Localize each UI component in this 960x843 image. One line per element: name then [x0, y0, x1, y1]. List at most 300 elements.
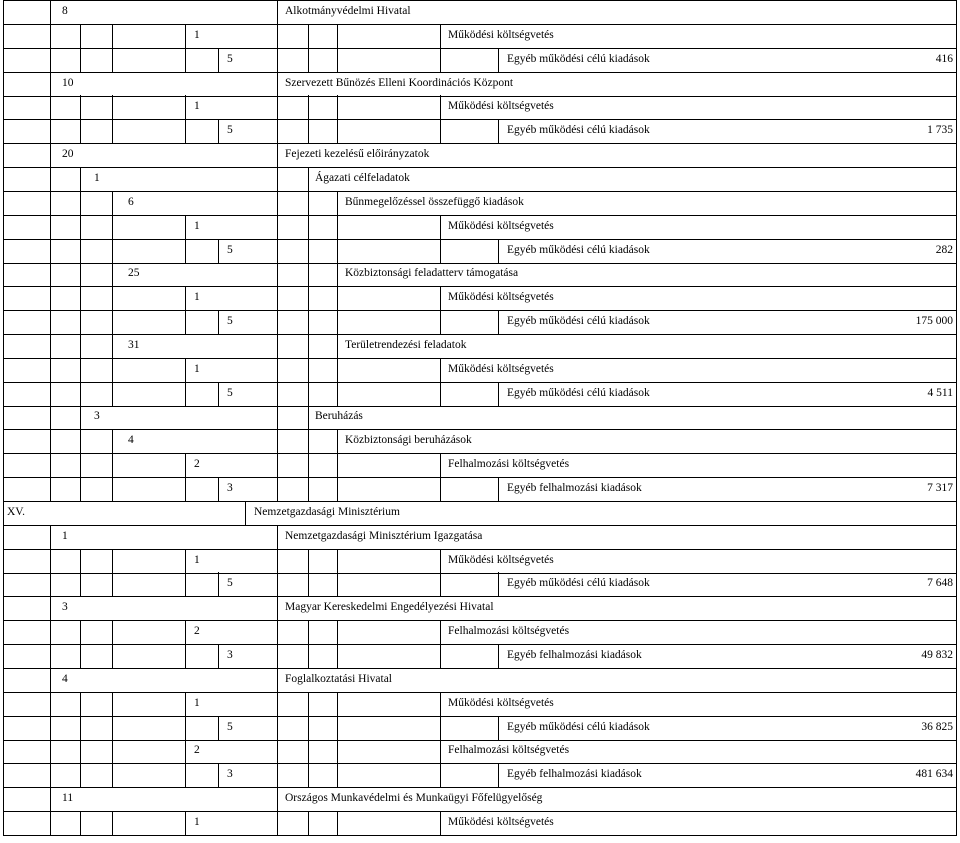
column-divider — [112, 24, 113, 48]
column-divider — [3, 95, 4, 119]
column-divider — [498, 477, 499, 501]
column-divider — [956, 143, 957, 167]
column-divider — [337, 334, 338, 358]
row-code: 1 — [194, 291, 200, 304]
column-divider — [440, 692, 441, 716]
row-code: 5 — [227, 315, 233, 328]
table-row — [0, 549, 960, 573]
column-divider — [218, 310, 219, 334]
column-divider — [956, 549, 957, 573]
column-divider — [245, 501, 246, 525]
column-divider — [440, 739, 441, 763]
column-divider — [3, 453, 4, 477]
column-divider — [956, 477, 957, 501]
column-divider — [80, 572, 81, 596]
column-divider — [956, 334, 957, 358]
column-divider — [337, 95, 338, 119]
row-label: Alkotmányvédelmi Hivatal — [285, 5, 411, 17]
column-divider — [3, 692, 4, 716]
row-code: 3 — [227, 768, 233, 781]
column-divider — [277, 143, 278, 167]
table-row — [0, 310, 960, 334]
column-divider — [50, 763, 51, 787]
row-amount: 7 317 — [927, 482, 953, 494]
column-divider — [440, 119, 441, 143]
column-divider — [277, 191, 278, 215]
row-label: Működési költségvetés — [448, 553, 554, 566]
row-label: Országos Munkavédelmi és Munkaügyi Főfelügyelőség — [285, 792, 543, 805]
column-divider — [956, 95, 957, 119]
column-divider — [50, 668, 51, 692]
column-divider — [80, 382, 81, 406]
column-divider — [337, 24, 338, 48]
row-code: 2 — [194, 625, 200, 638]
column-divider — [80, 405, 81, 429]
column-divider — [50, 596, 51, 620]
column-divider — [50, 143, 51, 167]
column-divider — [112, 358, 113, 382]
column-divider — [337, 453, 338, 477]
column-divider — [956, 525, 957, 549]
column-divider — [337, 477, 338, 501]
column-divider — [498, 763, 499, 787]
column-divider — [308, 763, 309, 787]
column-divider — [277, 405, 278, 429]
column-divider — [308, 739, 309, 763]
column-divider — [112, 429, 113, 453]
row-code: 2 — [194, 458, 200, 471]
column-divider — [80, 191, 81, 215]
column-divider — [50, 215, 51, 239]
column-divider — [112, 262, 113, 286]
table-row — [0, 429, 960, 453]
column-divider — [277, 72, 278, 96]
row-code: 10 — [62, 76, 74, 89]
column-divider — [112, 572, 113, 596]
table-row — [0, 739, 960, 763]
column-divider — [3, 72, 4, 96]
row-amount: 282 — [935, 243, 953, 256]
column-divider — [3, 739, 4, 763]
column-divider — [3, 215, 4, 239]
column-divider — [50, 644, 51, 668]
column-divider — [50, 692, 51, 716]
table-row — [0, 525, 960, 549]
table-row — [0, 382, 960, 406]
column-divider — [440, 620, 441, 644]
column-divider — [277, 716, 278, 740]
row-label: Ágazati célfeladatok — [315, 171, 410, 184]
table-row — [0, 215, 960, 239]
row-label: Közbiztonsági beruházások — [345, 434, 472, 447]
table-row — [0, 763, 960, 787]
column-divider — [80, 215, 81, 239]
column-divider — [50, 334, 51, 358]
row-label: Egyéb felhalmozási kiadások — [507, 482, 642, 494]
column-divider — [218, 477, 219, 501]
column-divider — [185, 24, 186, 48]
table-row — [0, 453, 960, 477]
row-label: Működési költségvetés — [448, 696, 554, 709]
column-divider — [308, 811, 309, 835]
row-code: 1 — [194, 219, 200, 232]
column-divider — [440, 310, 441, 334]
column-divider — [50, 167, 51, 191]
row-code: 31 — [128, 338, 140, 351]
column-divider — [308, 167, 309, 191]
row-code: 1 — [62, 529, 68, 542]
column-divider — [277, 95, 278, 119]
column-divider — [3, 143, 4, 167]
column-divider — [80, 811, 81, 835]
column-divider — [956, 24, 957, 48]
column-divider — [112, 334, 113, 358]
column-divider — [956, 644, 957, 668]
column-divider — [3, 382, 4, 406]
column-divider — [185, 477, 186, 501]
column-divider — [308, 215, 309, 239]
column-divider — [956, 453, 957, 477]
column-divider — [3, 405, 4, 429]
column-divider — [277, 477, 278, 501]
column-divider — [308, 48, 309, 72]
column-divider — [3, 596, 4, 620]
column-divider — [185, 692, 186, 716]
column-divider — [112, 453, 113, 477]
row-label: Foglalkoztatási Hivatal — [285, 672, 392, 685]
column-divider — [498, 48, 499, 72]
column-divider — [440, 239, 441, 263]
column-divider — [277, 811, 278, 835]
column-divider — [112, 692, 113, 716]
column-divider — [277, 167, 278, 191]
column-divider — [498, 716, 499, 740]
column-divider — [956, 668, 957, 692]
column-divider — [308, 620, 309, 644]
column-divider — [3, 549, 4, 573]
column-divider — [3, 525, 4, 549]
row-amount: 36 825 — [921, 720, 953, 733]
column-divider — [112, 811, 113, 835]
column-divider — [3, 620, 4, 644]
row-code: 4 — [62, 672, 68, 685]
column-divider — [277, 310, 278, 334]
column-divider — [80, 692, 81, 716]
column-divider — [498, 572, 499, 596]
column-divider — [50, 358, 51, 382]
column-divider — [50, 405, 51, 429]
column-divider — [3, 24, 4, 48]
column-divider — [956, 48, 957, 72]
column-divider — [185, 739, 186, 763]
table-row — [0, 119, 960, 143]
column-divider — [185, 620, 186, 644]
column-divider — [337, 48, 338, 72]
column-divider — [50, 262, 51, 286]
table-row — [0, 334, 960, 358]
column-divider — [185, 119, 186, 143]
column-divider — [80, 310, 81, 334]
row-amount: 416 — [935, 52, 953, 65]
column-divider — [337, 382, 338, 406]
row-label: Egyéb működési célú kiadások — [507, 720, 650, 733]
column-divider — [80, 644, 81, 668]
row-code: 5 — [227, 386, 233, 399]
column-divider — [440, 811, 441, 835]
column-divider — [185, 453, 186, 477]
table-row — [0, 191, 960, 215]
column-divider — [956, 405, 957, 429]
column-divider — [277, 596, 278, 620]
column-divider — [112, 477, 113, 501]
column-divider — [337, 429, 338, 453]
row-label: Egyéb felhalmozási kiadások — [507, 648, 642, 661]
column-divider — [3, 644, 4, 668]
table-row — [0, 620, 960, 644]
column-divider — [185, 286, 186, 310]
table-row — [0, 72, 960, 96]
column-divider — [50, 739, 51, 763]
column-divider — [50, 95, 51, 119]
table-row — [0, 24, 960, 48]
column-divider — [277, 119, 278, 143]
column-divider — [440, 286, 441, 310]
row-label: Nemzetgazdasági Minisztérium — [254, 505, 400, 518]
column-divider — [308, 24, 309, 48]
row-code: 4 — [128, 434, 134, 447]
column-divider — [3, 167, 4, 191]
column-divider — [80, 48, 81, 72]
column-divider — [3, 310, 4, 334]
row-code: 6 — [128, 195, 134, 208]
column-divider — [80, 739, 81, 763]
column-divider — [3, 787, 4, 811]
table-row — [0, 477, 960, 501]
column-divider — [3, 334, 4, 358]
row-amount: 49 832 — [921, 648, 953, 661]
column-divider — [218, 239, 219, 263]
table-row — [0, 405, 960, 429]
row-label: Bűnmegelőzéssel összefüggő kiadások — [345, 195, 524, 208]
column-divider — [50, 811, 51, 835]
column-divider — [440, 716, 441, 740]
row-label: Egyéb működési célú kiadások — [507, 577, 650, 590]
column-divider — [218, 119, 219, 143]
row-amount: 481 634 — [915, 768, 953, 781]
column-divider — [3, 429, 4, 453]
row-code: 11 — [62, 792, 74, 805]
column-divider — [218, 763, 219, 787]
column-divider — [3, 572, 4, 596]
column-divider — [185, 48, 186, 72]
column-divider — [80, 167, 81, 191]
column-divider — [80, 262, 81, 286]
column-divider — [3, 763, 4, 787]
row-label: Magyar Kereskedelmi Engedélyezési Hivatal — [285, 601, 494, 614]
column-divider — [277, 215, 278, 239]
row-label: Egyéb működési célú kiadások — [507, 386, 650, 399]
column-divider — [80, 549, 81, 573]
row-label: Egyéb felhalmozási kiadások — [507, 768, 642, 781]
table-row — [0, 644, 960, 668]
row-label: Nemzetgazdasági Minisztérium Igazgatása — [285, 529, 483, 542]
column-divider — [277, 358, 278, 382]
row-label: Működési költségvetés — [448, 219, 554, 232]
column-divider — [440, 549, 441, 573]
column-divider — [308, 358, 309, 382]
column-divider — [50, 620, 51, 644]
column-divider — [440, 644, 441, 668]
column-divider — [80, 620, 81, 644]
column-divider — [308, 95, 309, 119]
column-divider — [185, 215, 186, 239]
column-divider — [956, 787, 957, 811]
column-divider — [440, 48, 441, 72]
column-divider — [80, 358, 81, 382]
column-divider — [498, 382, 499, 406]
column-divider — [277, 739, 278, 763]
column-divider — [337, 215, 338, 239]
row-code: 3 — [227, 648, 233, 661]
table-row — [0, 811, 960, 835]
column-divider — [337, 692, 338, 716]
column-divider — [440, 95, 441, 119]
row-amount: 1 735 — [927, 124, 953, 137]
table-row — [0, 501, 960, 525]
column-divider — [277, 453, 278, 477]
table-row — [0, 48, 960, 72]
row-code: 2 — [194, 744, 200, 757]
column-divider — [3, 191, 4, 215]
row-code: 1 — [194, 100, 200, 113]
column-divider — [277, 262, 278, 286]
table-row — [0, 572, 960, 596]
column-divider — [80, 119, 81, 143]
column-divider — [956, 572, 957, 596]
column-divider — [185, 716, 186, 740]
column-divider — [50, 549, 51, 573]
column-divider — [50, 0, 51, 24]
table-row — [0, 95, 960, 119]
row-code: 1 — [194, 28, 200, 41]
column-divider — [277, 668, 278, 692]
column-divider — [112, 191, 113, 215]
column-divider — [337, 572, 338, 596]
column-divider — [956, 262, 957, 286]
column-divider — [337, 763, 338, 787]
column-divider — [112, 549, 113, 573]
table-row — [0, 143, 960, 167]
table-top-border — [3, 0, 957, 1]
column-divider — [3, 716, 4, 740]
row-label: Felhalmozási költségvetés — [448, 625, 570, 638]
column-divider — [308, 310, 309, 334]
column-divider — [956, 811, 957, 835]
row-code: 3 — [62, 601, 68, 614]
row-label: Beruházás — [315, 410, 363, 423]
column-divider — [308, 382, 309, 406]
row-amount: 7 648 — [927, 577, 953, 590]
column-divider — [498, 119, 499, 143]
column-divider — [3, 811, 4, 835]
row-code: 20 — [62, 148, 74, 161]
column-divider — [498, 644, 499, 668]
column-divider — [185, 644, 186, 668]
column-divider — [337, 310, 338, 334]
row-code: 5 — [227, 52, 233, 65]
column-divider — [3, 477, 4, 501]
column-divider — [3, 262, 4, 286]
column-divider — [218, 48, 219, 72]
column-divider — [185, 549, 186, 573]
row-code: 1 — [194, 553, 200, 566]
column-divider — [440, 477, 441, 501]
column-divider — [440, 382, 441, 406]
column-divider — [277, 334, 278, 358]
column-divider — [50, 48, 51, 72]
table-row — [0, 787, 960, 811]
column-divider — [3, 358, 4, 382]
column-divider — [185, 382, 186, 406]
row-label: Működési költségvetés — [448, 362, 554, 375]
table-row — [0, 668, 960, 692]
column-divider — [277, 24, 278, 48]
row-label: Egyéb működési célú kiadások — [507, 243, 650, 256]
row-label: Működési költségvetés — [448, 815, 554, 828]
column-divider — [956, 739, 957, 763]
column-divider — [308, 429, 309, 453]
column-divider — [80, 763, 81, 787]
table-row — [0, 358, 960, 382]
column-divider — [3, 119, 4, 143]
column-divider — [337, 358, 338, 382]
column-divider — [3, 239, 4, 263]
column-divider — [440, 572, 441, 596]
column-divider — [50, 572, 51, 596]
row-code: 25 — [128, 267, 140, 280]
row-label: Egyéb működési célú kiadások — [507, 52, 650, 65]
column-divider — [956, 310, 957, 334]
column-divider — [50, 119, 51, 143]
column-divider — [956, 763, 957, 787]
column-divider — [185, 310, 186, 334]
column-divider — [50, 525, 51, 549]
row-divider — [3, 835, 957, 836]
table-row — [0, 596, 960, 620]
column-divider — [50, 72, 51, 96]
column-divider — [308, 191, 309, 215]
column-divider — [440, 358, 441, 382]
column-divider — [277, 787, 278, 811]
column-divider — [337, 286, 338, 310]
column-divider — [956, 501, 957, 525]
column-divider — [956, 119, 957, 143]
column-divider — [337, 191, 338, 215]
column-divider — [956, 286, 957, 310]
column-divider — [112, 48, 113, 72]
column-divider — [218, 716, 219, 740]
column-divider — [277, 572, 278, 596]
column-divider — [277, 644, 278, 668]
column-divider — [185, 811, 186, 835]
column-divider — [3, 501, 4, 525]
row-label: Működési költségvetés — [448, 28, 554, 41]
column-divider — [440, 24, 441, 48]
column-divider — [112, 382, 113, 406]
column-divider — [50, 24, 51, 48]
column-divider — [308, 692, 309, 716]
column-divider — [218, 644, 219, 668]
